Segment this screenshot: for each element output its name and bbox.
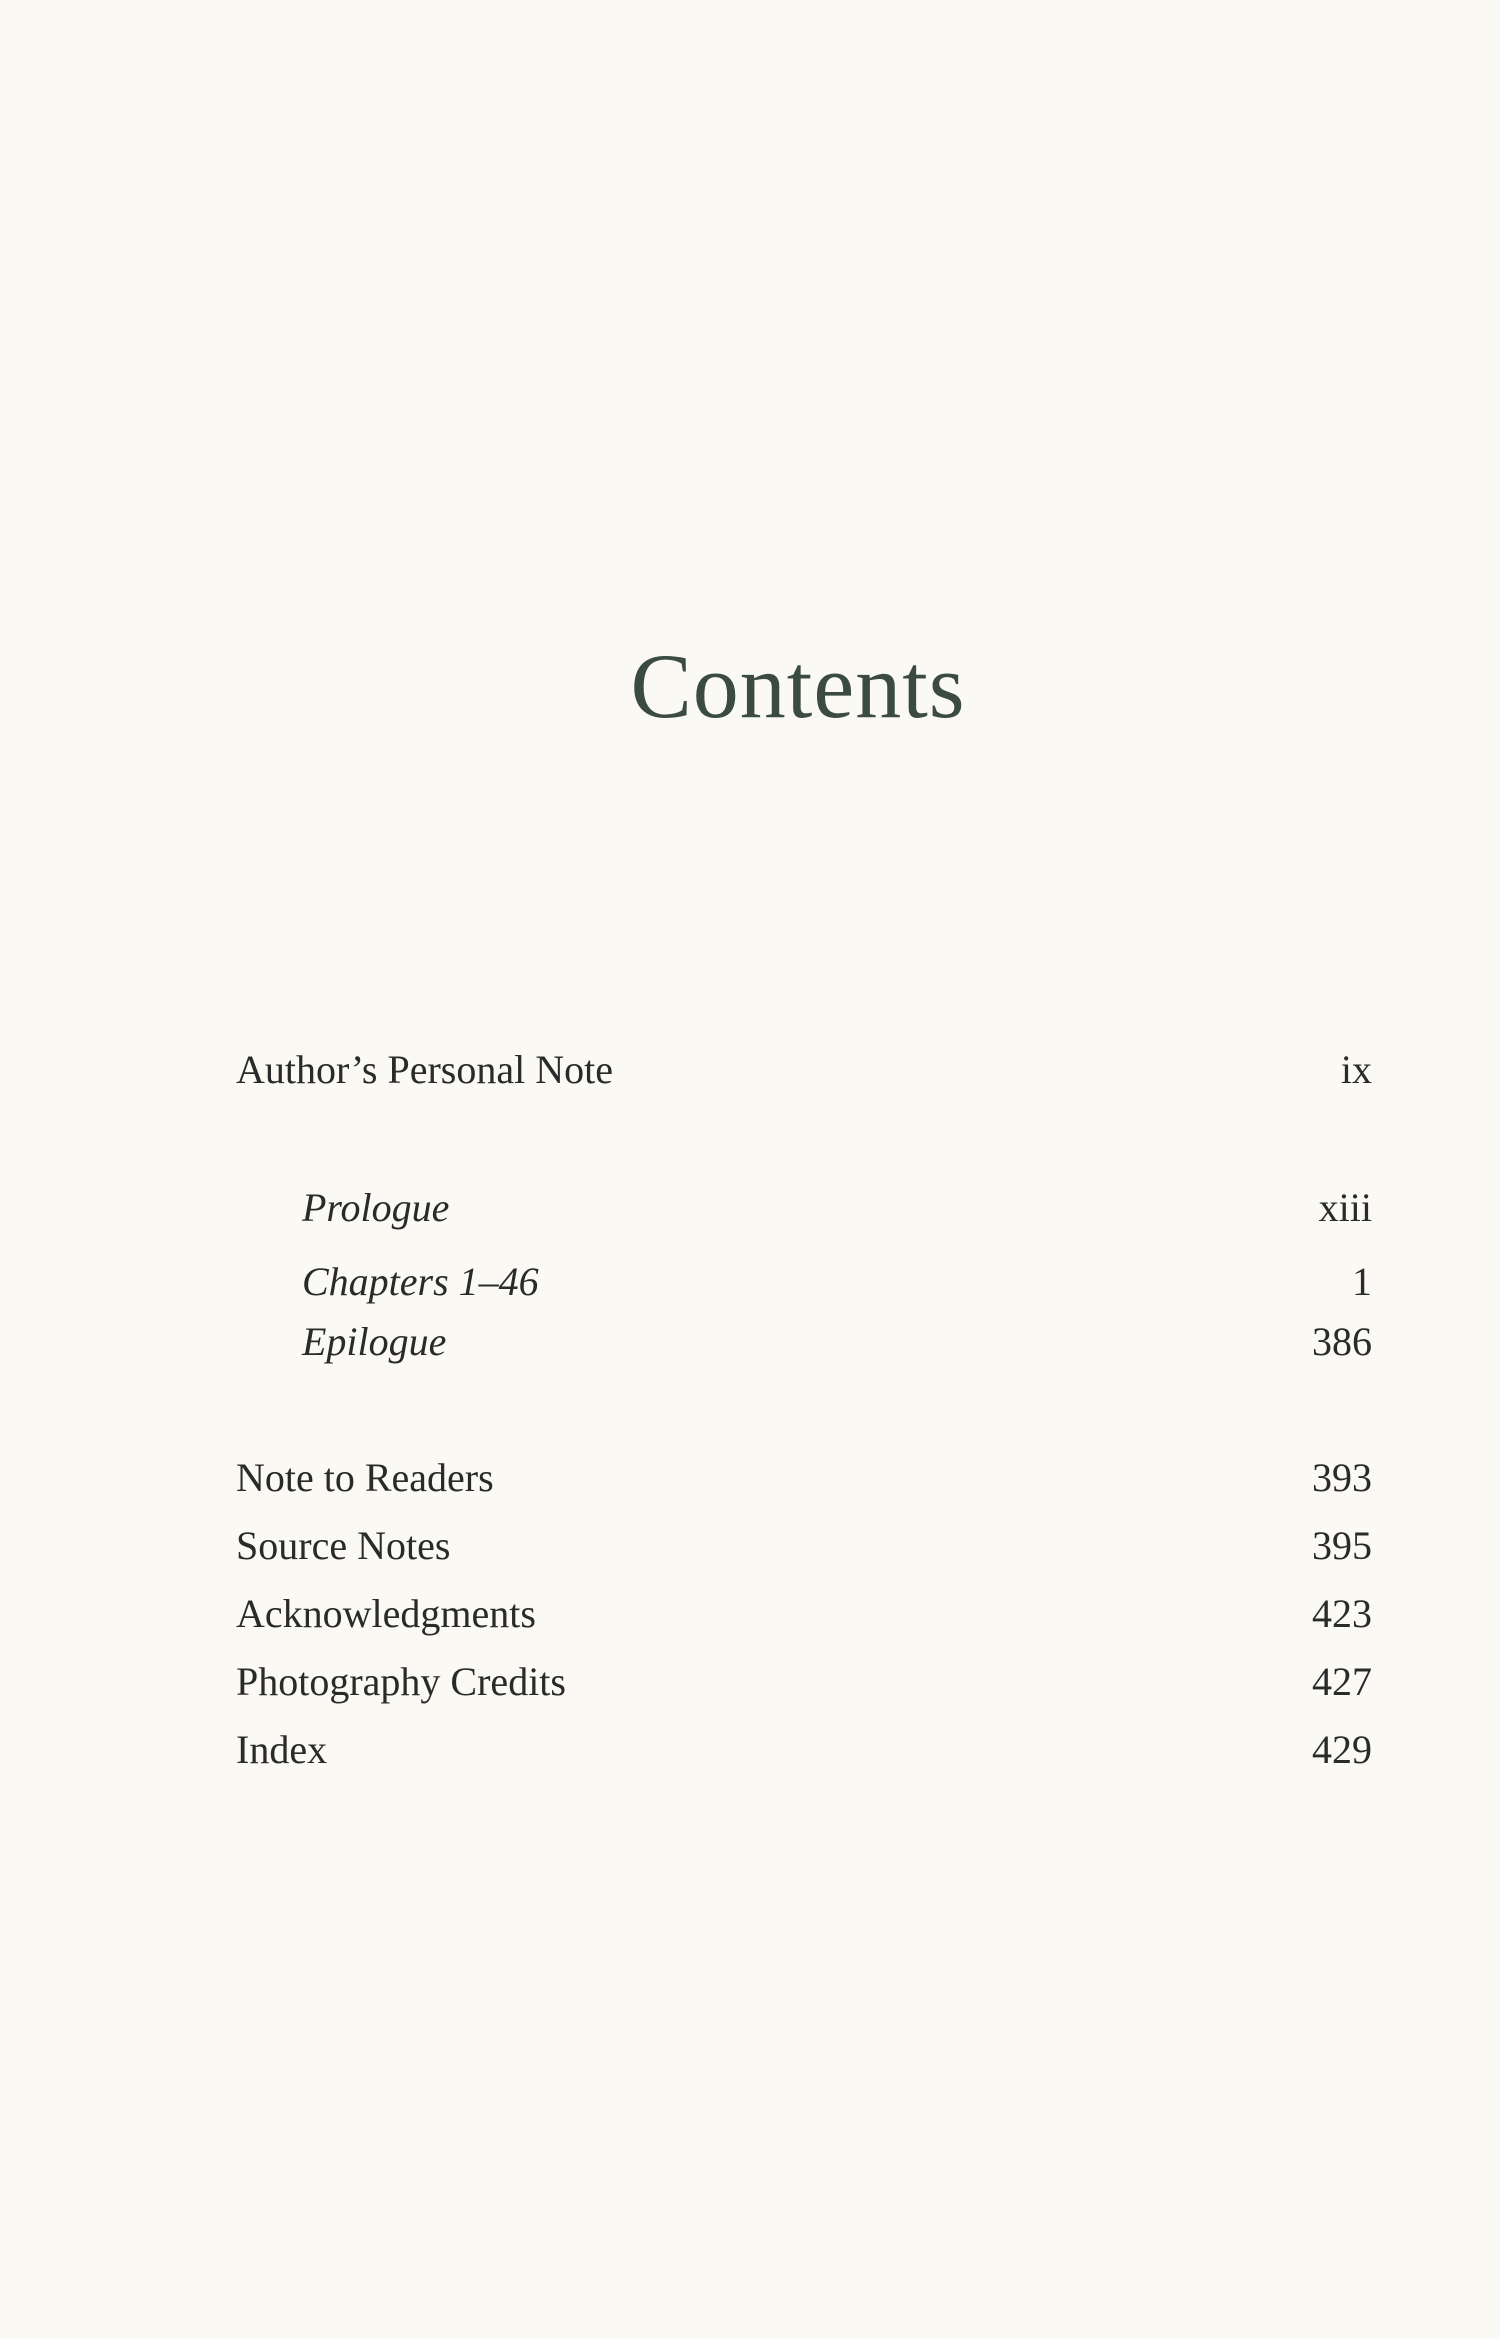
toc-entry-page: 429 bbox=[1312, 1727, 1372, 1772]
toc-entry-label: Photography Credits bbox=[236, 1659, 566, 1704]
toc-entry-page: xiii bbox=[1318, 1185, 1372, 1230]
toc-entry-page: 386 bbox=[1312, 1319, 1372, 1364]
toc-entry-page: 393 bbox=[1312, 1455, 1372, 1500]
toc-entry-authors-personal-note bbox=[236, 1042, 1372, 1098]
toc-entry-prologue bbox=[236, 1180, 1372, 1236]
toc-entry-label: Epilogue bbox=[302, 1319, 447, 1364]
toc-entry-label: Acknowledgments bbox=[236, 1591, 536, 1636]
toc-entry-label: Source Notes bbox=[236, 1523, 451, 1568]
toc-entry-label: Index bbox=[236, 1727, 328, 1772]
toc-entry-page: ix bbox=[1340, 1047, 1372, 1092]
toc-entry-page: 1 bbox=[1352, 1259, 1372, 1304]
toc-entry-acknowledgments bbox=[236, 1586, 1372, 1642]
toc-entry-note-to-readers bbox=[236, 1450, 1372, 1506]
page-title: Contents bbox=[630, 634, 966, 737]
toc-entry-label: Author’s Personal Note bbox=[236, 1047, 613, 1092]
toc-entry-label: Note to Readers bbox=[236, 1455, 494, 1500]
toc-entry-chapters bbox=[236, 1254, 1372, 1310]
toc-entry-label: Chapters 1–46 bbox=[302, 1259, 539, 1304]
toc-entry-photography-credits bbox=[236, 1654, 1372, 1710]
toc-entry-source-notes bbox=[236, 1518, 1372, 1574]
toc-entry-page: 423 bbox=[1312, 1591, 1372, 1636]
toc-entry-page: 427 bbox=[1312, 1659, 1372, 1704]
toc-entry-epilogue bbox=[236, 1314, 1372, 1370]
toc-entry-label: Prologue bbox=[302, 1185, 450, 1230]
toc-entry-page: 395 bbox=[1312, 1523, 1372, 1568]
toc-entry-index bbox=[236, 1722, 1372, 1778]
